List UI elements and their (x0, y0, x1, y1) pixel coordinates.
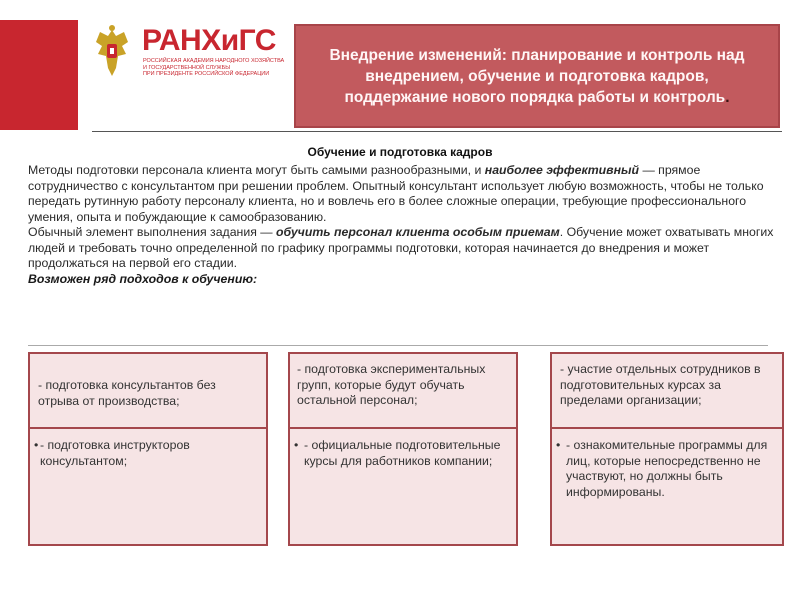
slide-title-period: . (725, 88, 730, 106)
approach-card-3 (550, 352, 784, 546)
paragraph-2-text: Обычный элемент выполнения задания — (28, 225, 276, 239)
bullet-icon: • (34, 438, 39, 452)
card-top (290, 354, 516, 429)
approach-card-1 (28, 352, 268, 546)
paragraph-2 (28, 225, 778, 272)
card-top-text: - подготовка консультантов без отрыва от производства; (38, 378, 216, 408)
double-headed-eagle-emblem (92, 24, 132, 80)
slide-title-text: Внедрение изменений: планирование и контроль над внедрением, обучение и подготовка кадров, поддержание нового порядка работы и контроль (329, 46, 745, 106)
logo-subtitle-line: ПРИ ПРЕЗИДЕНТЕ РОССИЙСКОЙ ФЕДЕРАЦИИ (143, 71, 270, 77)
card-top (552, 354, 782, 429)
card-bottom (290, 434, 516, 544)
body-text (28, 163, 778, 287)
paragraph-2-emphasis: обучить персонал клиента особым приемам (276, 225, 560, 239)
card-bottom-text: - подготовка инструкторов консультантом; (40, 438, 190, 468)
bullet-icon: • (556, 438, 561, 452)
bullet-icon: • (294, 438, 299, 452)
card-top-text: - участие отдельных сотрудников в подготовительных курсах за пределами организации; (560, 362, 761, 407)
slide-title (296, 45, 778, 108)
section-title: Обучение и подготовка кадров (307, 145, 493, 159)
card-bottom (30, 434, 266, 544)
paragraph-1 (28, 163, 778, 225)
paragraph-2-text-end: . Обучение может охватывать многих людей и требовать точно определенной по графику программы подготовки, которая начинается до внедрения и может продолжаться на первой его стадии. (28, 225, 774, 270)
paragraph-1-text-end: — прямое сотрудничество с консультантом при решении проблем. Опытный консультант использует любую возможность, чтобы не только передать рутинную работу персоналу клиента, но и вовлечь его в более сложные операции, требующие профессионального умения, опыта и побуждающие к самообразованию. (28, 163, 764, 224)
header-divider (92, 131, 782, 132)
section-divider (28, 345, 768, 346)
logo-title: РАНХиГС (142, 24, 276, 57)
brand-red-block (0, 20, 78, 130)
paragraph-1-emphasis: наиболее эффективный (484, 163, 640, 177)
card-bottom-text: - официальные подготовительные курсы для работников компании; (304, 438, 501, 468)
logo-subtitle (143, 58, 293, 78)
card-bottom-text: - ознакомительные программы для лиц, которые непосредственно не участвуют, но должны быть информированы. (566, 438, 768, 499)
slide-title-box (294, 24, 780, 128)
card-top (30, 354, 266, 429)
card-bottom (552, 434, 782, 544)
logo-subtitle-line: РОССИЙСКАЯ АКАДЕМИЯ НАРОДНОГО ХОЗЯЙСТВА (143, 58, 285, 64)
paragraph-1-text: Методы подготовки персонала клиента могут быть самыми разнообразными, и (28, 163, 485, 177)
card-top-text: - подготовка экспериментальных групп, которые будут обучать остальной персонал; (297, 362, 486, 407)
approach-card-2 (288, 352, 518, 546)
logo-subtitle-line: И ГОСУДАРСТВЕННОЙ СЛУЖБЫ (143, 64, 231, 71)
approaches-heading: Возможен ряд подходов к обучению: (28, 271, 258, 286)
